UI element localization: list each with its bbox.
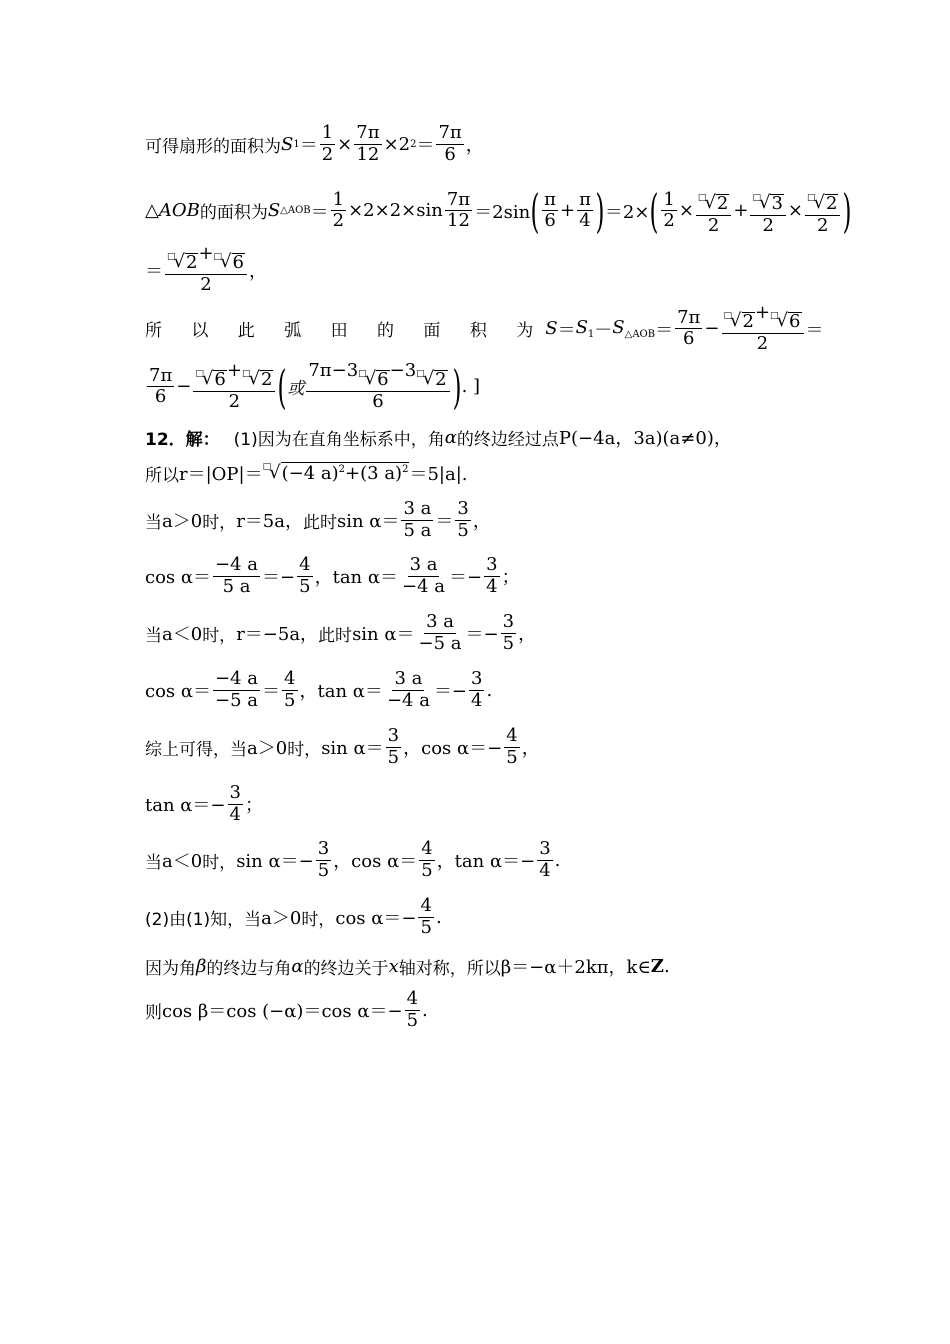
symbol: × [678,200,694,222]
paren-left: ( [277,359,287,414]
radicand: 2 [826,193,838,214]
denominator: 2 [321,143,334,165]
numerator: 7π [438,122,462,143]
text: ， [472,511,491,533]
fraction [213,556,260,597]
radical: □ √ 3 [752,192,783,214]
symbol: ＝ [262,681,281,703]
fraction [417,613,464,654]
numerator [696,186,731,216]
radical: □ √ 2 [697,192,729,214]
denominator: 4 [471,689,483,711]
text: 的终边经过点 [456,429,559,450]
text: 轴对称，所以 [398,958,501,979]
symbol: ＝ [435,511,454,533]
numerator: 3 a [394,668,423,689]
denominator: 6 [154,386,167,408]
numerator: 7π [677,306,701,328]
line-case-negative-cos-tan [145,670,492,711]
numerator: 3 [471,668,483,689]
denominator: 5 [317,859,330,881]
denominator: 6 [544,210,556,232]
numerator: 1 [321,122,334,143]
numerator: 3 a [426,611,454,632]
superscript: 2 [402,464,409,475]
fraction [504,727,519,768]
text: ， [518,624,537,646]
denominator: 5 a [222,575,251,597]
subscript: 1 [293,138,300,150]
numerator: □ √ 2 + □ √ 6 [722,304,804,334]
line-case-positive-sin [145,500,491,541]
denominator: −5 a [418,632,462,654]
radical: □ √ 2 [807,192,838,214]
numerator: 7π [356,122,380,143]
denominator: 2 [762,214,774,236]
text: 的面积为 [199,203,268,224]
fraction [805,186,840,236]
fraction [501,613,516,654]
var: α [444,426,457,448]
fraction [297,556,312,597]
radicand: 2 [716,193,729,214]
numerator: −4 a [215,668,259,689]
radical: □ √ 6 [195,368,226,390]
text: . [422,999,428,1021]
fraction [213,670,260,711]
text: 可得扇形的面积为 [145,136,281,157]
text: 的终边关于 [303,958,389,979]
text: (2)由(1)知，当 [145,909,262,930]
denominator: 5 a [403,519,432,541]
line-summary-negative [145,840,560,881]
numerator: 3 [317,838,330,859]
var: S [281,133,294,155]
line-arc-field-area [145,302,824,354]
paren-right: ) [595,183,605,238]
text: 的终边与角 [206,958,292,979]
symbol: − [704,318,720,340]
subscript: △AOB [624,329,656,341]
text: P(−4a，3a)(a≠0)， [558,428,732,449]
denominator: −4 a [402,575,446,597]
radicand: 2 [435,369,447,390]
text: ＝2sin [474,201,531,223]
radicand: 6 [214,369,226,390]
fraction [542,188,558,232]
text: ； [244,795,263,817]
radical: □ √ 2 [723,310,754,332]
text: tan α＝− [145,795,226,817]
numerator: −4 a [215,554,259,575]
fraction [455,500,470,541]
text: cos β＝cos (−α)＝cos α＝− [162,1001,403,1023]
text: r＝|OP|＝ [179,464,263,485]
denominator: 4 [229,803,241,825]
denominator: 6 [372,390,384,412]
numerator: 3 a [403,498,432,519]
text: 7π−3 [308,360,359,381]
numerator: 3 [229,782,241,803]
denominator: 5 [299,575,311,597]
text: ， [249,260,267,282]
text: 所以 [145,465,179,486]
text: ，cos α＝ [333,851,418,873]
text: a＞0 [247,738,288,760]
var: x [388,955,399,977]
denominator: 4 [486,575,498,597]
symbol: ＝ [145,260,163,282]
fraction [320,124,335,165]
text: sin α＝ [336,511,400,533]
text: 时， [202,512,237,533]
fraction [696,186,731,236]
symbol: + [733,200,749,222]
symbol: × [787,200,804,222]
var: S [575,317,588,339]
numerator: 3 [486,554,498,575]
symbol: ＝− [262,567,296,589]
line-arc-field-result [145,359,481,414]
symbol: + [559,200,576,222]
line-part2 [145,897,442,938]
text: ； [501,567,520,589]
text: sin α＝− [236,851,314,873]
numerator: 4 [406,988,419,1009]
numerator: □ √ 2 + □ √ 6 [165,245,247,275]
text: ，cos α＝− [403,738,503,760]
text: 则 [145,1002,162,1023]
text: . [435,906,442,928]
subscript: △AOB [280,205,311,217]
line-triangle-result [145,245,267,295]
text: 或 [287,379,305,400]
text: 时， [301,909,336,930]
line-symmetry [145,953,670,979]
radical: □ √ 6 [770,310,801,332]
text: cos α＝ [145,567,212,589]
text: △AOB [145,200,200,222]
line-triangle-area [145,183,852,238]
numerator: 1 [663,188,675,210]
symbol: ＝ [557,319,576,341]
text: . ] [461,376,481,398]
numerator: 3 [539,838,551,859]
paren-right: ) [842,183,852,238]
numerator: 4 [421,838,433,859]
text: (−4 a) [281,463,339,484]
symbol: ＝− [449,567,483,589]
radicand: 6 [232,252,244,273]
fraction [469,670,484,711]
numerator: 4 [284,668,296,689]
subscript: 1 [587,329,595,341]
text: 此时 [302,512,337,533]
text: 时， [202,852,237,873]
denominator: 5 [502,632,515,654]
numerator: 3 a [409,554,438,575]
fraction [401,500,433,541]
question-number: 12．解： [145,429,220,450]
fraction [537,840,552,881]
radicand: 3 [771,193,783,214]
var: β [196,955,207,977]
fraction [228,784,243,825]
radicand: 2 [260,369,273,390]
text: cos α＝ [145,681,212,703]
symbol: − [176,376,192,398]
fraction [282,670,297,711]
line-summary-positive-tan [145,784,263,825]
symbol: ＝ [655,319,674,341]
denominator: 6 [683,328,695,350]
denominator: 4 [579,210,591,232]
fraction [405,990,420,1031]
denominator: 5 [387,746,400,768]
line-radius [145,460,468,486]
text: ×2 [383,133,411,155]
line-summary-positive [145,727,540,768]
paren-left: ( [530,183,540,238]
radical: □ √ 2 [416,368,447,390]
text: ＝2× [604,201,650,223]
radical: □ √ 2 [241,368,273,390]
text: cos α＝− [335,908,417,930]
denominator: 12 [447,210,470,232]
denominator: −5 a [215,689,259,711]
denominator: 6 [444,143,456,165]
fraction [354,124,381,165]
fraction [436,124,463,165]
denominator: −4 a [386,689,430,711]
text: a＞0 [261,908,302,930]
symbol: ＝ [805,319,824,341]
fraction [147,364,174,408]
fraction [316,840,331,881]
fraction [418,897,433,938]
numerator [805,186,840,216]
fraction [675,306,702,350]
denominator: 2 [707,214,720,236]
text: . [486,679,493,701]
set-symbol: Z [650,955,664,977]
text: 当 [145,512,162,533]
denominator: 12 [356,143,380,165]
symbol: － [594,319,613,341]
fraction [577,188,593,232]
symbol: ＝− [433,681,468,703]
numerator: π [579,188,591,210]
text: ，tan α＝ [314,567,399,589]
fraction [722,304,804,354]
text: sin α＝ [352,624,415,646]
line-case-negative-sin [145,613,536,654]
text: . [554,849,561,871]
text: . [663,955,670,977]
paren-left: ( [649,183,659,238]
radical: □ √ (−4 a)$^2$+(3 a)$^2$ [262,462,409,484]
denominator: 5 [420,916,432,938]
var: α [291,955,304,977]
text: r＝5a， [236,511,303,533]
denominator: 2 [817,214,829,236]
text: ×2×2×sin [348,200,443,222]
text: β＝−α＋2kπ，k∈ [500,957,651,978]
text: 时， [287,739,322,760]
text: (1)因为在直角坐标系中，角 [233,429,445,450]
fraction [385,670,432,711]
radicand: 2 [186,252,198,273]
radicand: 6 [789,311,801,332]
fraction [661,188,676,232]
superscript: 2 [338,464,346,475]
denominator: 2 [200,273,212,295]
symbol: × [337,133,353,155]
text: ，tan α＝− [436,851,536,873]
fraction [386,727,401,768]
denominator: 5 [457,519,469,541]
text: ＝5|a|. [409,464,468,485]
symbol: ＝ [299,135,318,157]
radical: □ √ 6 [358,368,389,390]
numerator: 1 [332,188,345,210]
line-conclusion [145,990,428,1031]
fraction [400,556,447,597]
var: S [267,200,281,222]
text: r＝−5a， [236,624,319,646]
fraction [750,186,785,236]
fraction [165,245,247,295]
fraction [331,188,346,232]
symbol: ＝− [465,624,499,646]
paren-right: ) [452,359,462,414]
radical: □ √ 6 [213,251,244,273]
line-q12-intro [145,424,732,450]
text: 所 以 此 弧 田 的 面 积 为 [145,321,546,342]
text: 因为角 [145,958,196,979]
numerator: □ √ 6 + □ √ 2 [193,362,275,392]
text: ， [465,135,484,157]
numerator: 3 [387,725,400,746]
fraction [193,362,275,412]
denominator: 4 [539,859,551,881]
text: a＜0 [162,851,203,873]
denominator: 5 [284,689,296,711]
fraction [484,556,499,597]
superscript: 2 [410,138,417,150]
numerator: 4 [420,895,432,916]
fraction [419,840,434,881]
text: 时， [202,625,237,646]
numerator [306,362,449,392]
symbol: ＝ [416,135,435,157]
denominator: 5 [406,1009,419,1031]
text: (3 a) [360,463,403,484]
fraction [306,362,449,412]
line-case-positive-cos-tan [145,556,520,597]
numerator: 4 [299,554,311,575]
text: ，tan α＝ [299,681,383,703]
numerator: 3 [457,498,469,519]
denominator: 5 [421,859,433,881]
text: 综上可得，当 [145,739,247,760]
radicand [281,462,410,484]
fraction [445,188,472,232]
radical: □ √ 2 [167,251,198,273]
numerator [750,186,785,216]
radicand: 6 [377,369,389,390]
numerator: 4 [506,725,518,746]
line-sector-area [145,124,484,165]
numerator: π [544,188,556,210]
radicand: 2 [742,311,754,332]
text: sin α＝ [321,738,384,760]
text: 当 [145,625,162,646]
text: a＜0 [162,624,203,646]
denominator: 2 [663,210,675,232]
var: S [545,318,558,340]
numerator: 7π [446,188,471,210]
numerator: 3 [502,611,515,632]
text: a＞0 [162,511,203,533]
text: 此时 [318,625,353,646]
denominator: 2 [332,210,345,232]
denominator: 2 [756,332,769,354]
text: 当 [145,852,162,873]
text: −3 [389,360,417,381]
numerator: 7π [149,364,173,386]
denominator: 2 [228,390,241,412]
denominator: 5 [506,746,518,768]
symbol: + [345,463,361,484]
symbol: ＝ [310,201,329,223]
text: ， [521,738,540,760]
var: S [612,317,625,339]
